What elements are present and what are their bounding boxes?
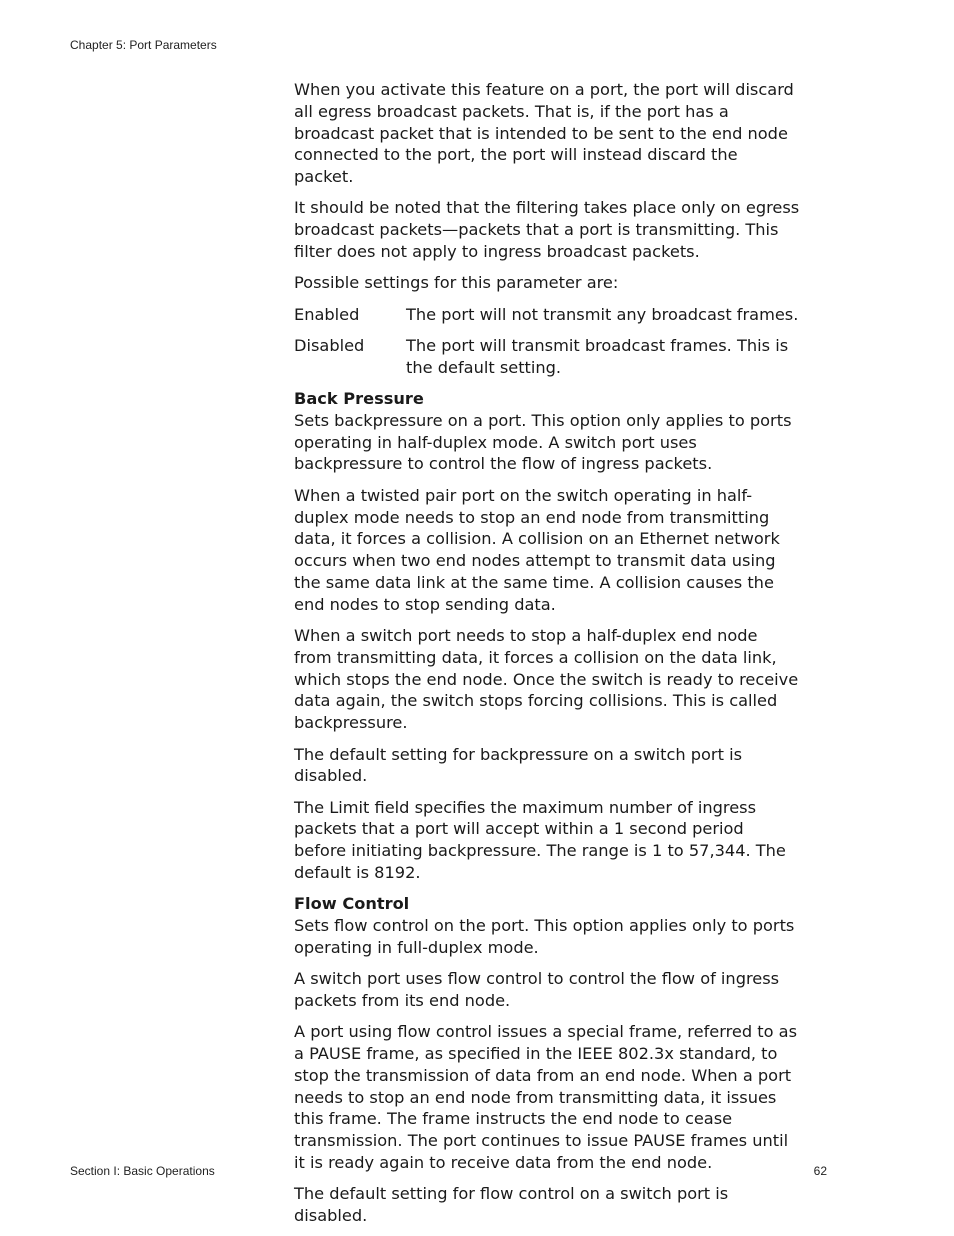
- footer-section: Section I: Basic Operations: [70, 1164, 215, 1178]
- paragraph-back-pressure-1: Sets backpressure on a port. This option only applies to ports operating in half-duplex mode. A switch port uses backpressure to control the flow of ingress packets.: [294, 410, 792, 474]
- setting-name: Disabled: [294, 335, 365, 355]
- heading-flow-control: Flow Control: [294, 894, 410, 914]
- running-header: Chapter 5: Port Parameters: [70, 38, 217, 52]
- paragraph-broadcast-filter-intro: When you activate this feature on a port, the port will discard all egress broadcast packets. That is, if the port has a broadcast packet that is intended to be sent to the end node connected to the port, the port will instead discard the packet.: [294, 80, 794, 187]
- paragraph-back-pressure-5: The Limit field specifies the maximum number of ingress packets that a port will accept within a 1 second period before initiating backpressure. The range is 1 to 57,344. The default is 8192.: [294, 797, 786, 882]
- paragraph-possible-settings: Possible settings for this parameter are:: [294, 273, 619, 293]
- paragraph-back-pressure-2: When a twisted pair port on the switch operating in half-duplex mode needs to stop an end node from transmitting data, it forces a collision. A collision on an Ethernet network occurs when two end nodes attempt to transmit data using the same data link at the same time. A collision causes the end nodes to stop sending data.: [294, 485, 780, 614]
- paragraph-broadcast-filter-note: It should be noted that the filtering takes place only on egress broadcast packets—packets that a port is transmitting. This filter does not apply to ingress broadcast packets.: [294, 198, 800, 262]
- section-back-pressure: [294, 388, 800, 475]
- setting-description: The port will not transmit any broadcast frames.: [406, 304, 799, 324]
- setting-name: Enabled: [294, 304, 360, 324]
- page-number: 62: [813, 1164, 827, 1178]
- paragraph-back-pressure-4: The default setting for backpressure on a switch port is disabled.: [294, 744, 743, 786]
- setting-row-enabled: [294, 304, 800, 326]
- heading-back-pressure: Back Pressure: [294, 389, 424, 409]
- paragraph-flow-control-1: Sets flow control on the port. This option applies only to ports operating in full-duplex mode.: [294, 916, 795, 957]
- paragraph-flow-control-4: The default setting for flow control on a switch port is disabled.: [294, 1184, 729, 1226]
- section-flow-control: [294, 893, 800, 958]
- paragraph-flow-control-2: A switch port uses flow control to control the flow of ingress packets from its end node.: [294, 969, 780, 1010]
- paragraph-flow-control-3: A port using flow control issues a special frame, referred to as a PAUSE frame, as specified in the IEEE 802.3x standard, to stop the transmission of data from an end node. When a port needs to stop an end node from transmitting data, it issues this frame. The frame instructs the end node to cease transmission. The port continues to issue PAUSE frames until it is ready again to receive data from the end node.: [294, 1022, 798, 1173]
- main-content: [294, 79, 800, 1236]
- setting-row-disabled: [294, 335, 800, 379]
- settings-list: [294, 304, 800, 379]
- paragraph-back-pressure-3: When a switch port needs to stop a half-duplex end node from transmitting data, it forces a collision on the data link, which stops the end node. Once the switch is ready to receive data again, the switch stops forcing collisions. This is called backpressure.: [294, 626, 799, 733]
- setting-description: The port will transmit broadcast frames. This is the default setting.: [406, 335, 789, 377]
